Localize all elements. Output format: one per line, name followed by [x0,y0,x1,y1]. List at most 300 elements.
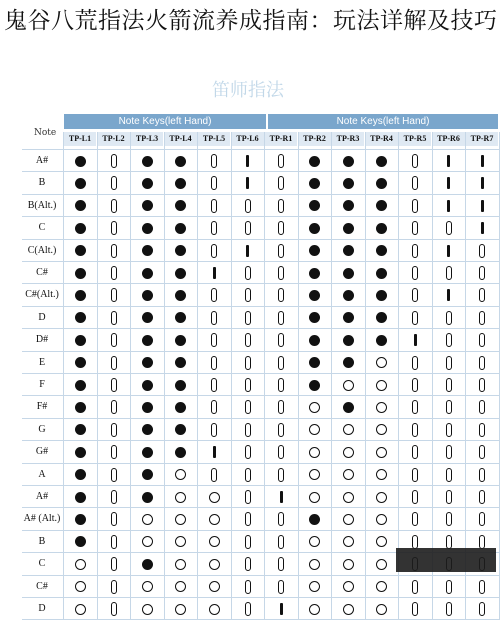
closed-hole-icon [309,156,320,167]
half-key-icon [412,288,418,302]
note-label: A [38,468,46,480]
fingering-cell [332,486,364,508]
fingering-cell [98,150,130,172]
note-label: D [38,603,46,614]
watermark-text: 笛师指法 [212,80,284,101]
fingering-cell [399,240,431,262]
fingering-cell [399,508,431,530]
fingering-cell [198,598,230,620]
half-key-icon [111,378,117,392]
open-hole-icon [175,604,186,615]
half-key-icon [245,445,251,459]
fingering-cell [98,598,130,620]
fingering-cell [433,441,465,463]
half-key-icon [111,400,117,414]
note-label: C# [36,267,48,278]
open-hole-icon [376,469,387,480]
half-key-icon [245,512,251,526]
fingering-cell [131,598,163,620]
fingering-cell [165,553,197,575]
closed-hole-icon [175,402,186,413]
fingering-cell [198,307,230,329]
fingering-cell [399,396,431,418]
half-key-icon [412,535,418,549]
half-key-icon [245,378,251,392]
fingering-cell [466,195,498,217]
fingering-cell [198,195,230,217]
fingering-cell [64,217,96,239]
pressed-bar-icon [447,177,450,189]
open-hole-icon [343,559,354,570]
fingering-cell [265,531,297,553]
fingering-cell [232,598,264,620]
fingering-cell [466,464,498,486]
closed-hole-icon [175,245,186,256]
fingering-cell [265,508,297,530]
half-key-icon [412,244,418,258]
half-key-icon [446,311,452,325]
fingering-cell [165,531,197,553]
fingering-cell [366,419,398,441]
closed-hole-icon [343,402,354,413]
closed-hole-icon [175,156,186,167]
fingering-cell [265,262,297,284]
closed-hole-icon [75,223,86,234]
open-hole-icon [309,469,320,480]
closed-hole-icon [175,223,186,234]
half-key-icon [446,266,452,280]
column-header-tp-l4: TP-L4 [165,132,197,146]
half-key-icon [278,221,284,235]
half-key-icon [446,221,452,235]
fingering-cell [131,419,163,441]
closed-hole-icon [75,200,86,211]
open-hole-icon [209,514,220,525]
fingering-cell [232,508,264,530]
fingering-cell [466,576,498,598]
fingering-cell [433,329,465,351]
fingering-cell [64,598,96,620]
half-key-icon [479,244,485,258]
fingering-cell [131,284,163,306]
fingering-cell [165,195,197,217]
closed-hole-icon [309,335,320,346]
note-label: E [38,356,46,368]
closed-hole-icon [142,447,153,458]
half-key-icon [211,199,217,213]
closed-hole-icon [175,200,186,211]
fingering-cell [366,329,398,351]
fingering-cell [131,195,163,217]
fingering-cell [198,576,230,598]
fingering-cell [131,441,163,463]
open-hole-icon [343,447,354,458]
closed-hole-icon [142,492,153,503]
open-hole-icon [343,380,354,391]
fingering-cell [232,262,264,284]
closed-hole-icon [309,245,320,256]
fingering-cell [399,150,431,172]
fingering-cell [433,598,465,620]
closed-hole-icon [142,469,153,480]
fingering-cell [64,396,96,418]
fingering-cell [299,352,331,374]
fingering-cell [232,150,264,172]
closed-hole-icon [142,335,153,346]
half-key-icon [245,557,251,571]
half-key-icon [278,176,284,190]
fingering-cell [265,486,297,508]
fingering-cell [299,284,331,306]
fingering-cell [64,195,96,217]
note-label: F [39,379,45,390]
pressed-bar-icon [447,289,450,301]
fingering-cell [332,172,364,194]
fingering-cell [232,464,264,486]
half-key-icon [278,580,284,594]
half-key-icon [111,468,117,482]
closed-hole-icon [175,380,186,391]
half-key-icon [245,311,251,325]
closed-hole-icon [309,514,320,525]
fingering-cell [131,553,163,575]
half-key-icon [479,468,485,482]
fingering-cell [165,374,197,396]
fingering-cell [332,396,364,418]
closed-hole-icon [309,380,320,391]
fingering-cell [299,508,331,530]
pressed-bar-icon [246,155,249,167]
column-header-tp-r2: TP-R2 [299,132,331,146]
half-key-icon [412,490,418,504]
fingering-cell [232,240,264,262]
open-hole-icon [343,514,354,525]
fingering-cell [332,464,364,486]
half-key-icon [211,333,217,347]
half-key-icon [111,266,117,280]
closed-hole-icon [142,357,153,368]
fingering-cell [299,329,331,351]
closed-hole-icon [75,245,86,256]
half-key-icon [446,512,452,526]
half-key-icon [446,602,452,616]
closed-hole-icon [175,335,186,346]
fingering-cell [64,374,96,396]
closed-hole-icon [142,312,153,323]
fingering-cell [198,508,230,530]
fingering-cell [399,329,431,351]
half-key-icon [111,221,117,235]
fingering-cell [265,307,297,329]
fingering-cell [332,598,364,620]
half-key-icon [412,445,418,459]
fingering-cell [131,217,163,239]
half-key-icon [278,288,284,302]
half-key-icon [245,266,251,280]
fingering-cell [98,553,130,575]
pressed-bar-icon [447,200,450,212]
fingering-cell [399,374,431,396]
fingering-cell [433,195,465,217]
half-key-icon [412,356,418,370]
column-header-tp-l5: TP-L5 [198,132,230,146]
note-label: C#(Alt.) [25,289,59,301]
half-key-icon [111,311,117,325]
fingering-cell [399,284,431,306]
closed-hole-icon [376,178,387,189]
note-label: C [38,222,46,234]
fingering-cell [232,576,264,598]
note-label: A# [35,491,49,502]
fingering-cell [399,576,431,598]
pressed-bar-icon [447,155,450,167]
fingering-cell [433,172,465,194]
closed-hole-icon [75,312,86,323]
closed-hole-icon [343,312,354,323]
open-hole-icon [343,581,354,592]
pressed-bar-icon [481,222,484,234]
fingering-cell [198,284,230,306]
fingering-cell [366,486,398,508]
closed-hole-icon [309,312,320,323]
fingering-cell [98,396,130,418]
closed-hole-icon [142,245,153,256]
fingering-cell [399,598,431,620]
half-key-icon [278,244,284,258]
open-hole-icon [376,581,387,592]
fingering-cell [366,240,398,262]
fingering-cell [98,419,130,441]
fingering-chart [12,56,494,614]
fingering-cell [265,441,297,463]
fingering-cell [433,464,465,486]
half-key-icon [111,176,117,190]
fingering-cell [198,172,230,194]
open-hole-icon [309,447,320,458]
half-key-icon [111,490,117,504]
fingering-cell [165,352,197,374]
closed-hole-icon [376,290,387,301]
half-key-icon [278,333,284,347]
fingering-cell [399,217,431,239]
half-key-icon [446,378,452,392]
open-hole-icon [209,536,220,547]
fingering-cell [466,374,498,396]
fingering-cell [366,217,398,239]
fingering-cell [131,352,163,374]
open-hole-icon [309,536,320,547]
fingering-cell [232,172,264,194]
fingering-cell [198,150,230,172]
pressed-bar-icon [280,603,283,615]
closed-hole-icon [75,357,86,368]
fingering-cell [165,576,197,598]
half-key-icon [412,176,418,190]
fingering-cell [332,262,364,284]
half-key-icon [245,221,251,235]
open-hole-icon [343,536,354,547]
closed-hole-icon [376,245,387,256]
half-key-icon [479,400,485,414]
closed-hole-icon [376,335,387,346]
closed-hole-icon [75,536,86,547]
fingering-cell [131,307,163,329]
half-key-icon [412,199,418,213]
half-key-icon [211,244,217,258]
half-key-icon [245,602,251,616]
half-key-icon [412,266,418,280]
fingering-cell [198,531,230,553]
open-hole-icon [309,559,320,570]
note-label: F# [36,401,48,413]
closed-hole-icon [376,223,387,234]
fingering-cell [98,464,130,486]
closed-hole-icon [75,290,86,301]
fingering-cell [265,576,297,598]
fingering-cell [332,508,364,530]
fingering-cell [466,284,498,306]
fingering-cell [332,531,364,553]
fingering-cell [433,307,465,329]
fingering-cell [299,441,331,463]
fingering-cell [265,352,297,374]
fingering-cell [64,240,96,262]
pressed-bar-icon [414,334,417,346]
half-key-icon [479,266,485,280]
half-key-icon [412,400,418,414]
fingering-cell [299,486,331,508]
fingering-cell [366,464,398,486]
half-key-icon [278,445,284,459]
fingering-cell [98,441,130,463]
fingering-cell [232,374,264,396]
fingering-cell [366,150,398,172]
fingering-cell [299,374,331,396]
fingering-cell [399,172,431,194]
fingering-cell [265,172,297,194]
closed-hole-icon [343,357,354,368]
fingering-cell [366,195,398,217]
fingering-cell [232,284,264,306]
fingering-cell [433,396,465,418]
fingering-cell [466,172,498,194]
fingering-cell [299,217,331,239]
closed-hole-icon [376,268,387,279]
fingering-cell [332,576,364,598]
open-hole-icon [343,424,354,435]
closed-hole-icon [75,447,86,458]
fingering-cell [366,531,398,553]
fingering-cell [64,464,96,486]
half-key-icon [412,311,418,325]
half-key-icon [245,580,251,594]
note-label: G [38,423,46,435]
closed-hole-icon [175,424,186,435]
fingering-cell [64,284,96,306]
half-key-icon [278,378,284,392]
fingering-cell [198,486,230,508]
half-key-icon [278,400,284,414]
fingering-cell [299,195,331,217]
half-key-icon [479,602,485,616]
open-hole-icon [209,559,220,570]
fingering-cell [433,262,465,284]
half-key-icon [111,356,117,370]
half-key-icon [479,535,485,549]
half-key-icon [412,602,418,616]
corner-logo-badge [396,548,496,572]
note-label: A# (Alt.) [23,513,61,525]
closed-hole-icon [75,402,86,413]
fingering-cell [198,352,230,374]
note-label: B [38,177,46,189]
fingering-cell [299,240,331,262]
fingering-cell [433,419,465,441]
open-hole-icon [175,492,186,503]
fingering-cell [98,374,130,396]
open-hole-icon [309,581,320,592]
fingering-cell [198,217,230,239]
closed-hole-icon [142,424,153,435]
half-key-icon [111,154,117,168]
closed-hole-icon [142,156,153,167]
closed-hole-icon [75,492,86,503]
open-hole-icon [175,514,186,525]
column-header-tp-l1: TP-L1 [64,132,96,146]
fingering-cell [332,329,364,351]
half-key-icon [111,580,117,594]
note-label: B(Alt.) [27,199,57,211]
closed-hole-icon [142,402,153,413]
half-key-icon [211,154,217,168]
closed-hole-icon [75,424,86,435]
fingering-cell [433,508,465,530]
fingering-cell [131,374,163,396]
closed-hole-icon [309,200,320,211]
column-header-tp-l2: TP-L2 [98,132,130,146]
fingering-cell [64,441,96,463]
fingering-cell [131,464,163,486]
fingering-cell [232,419,264,441]
open-hole-icon [209,581,220,592]
closed-hole-icon [75,156,86,167]
half-key-icon [111,199,117,213]
fingering-cell [399,307,431,329]
open-hole-icon [376,380,387,391]
half-key-icon [446,490,452,504]
open-hole-icon [209,604,220,615]
half-key-icon [278,535,284,549]
half-key-icon [479,378,485,392]
fingering-cell [366,374,398,396]
half-key-icon [111,535,117,549]
fingering-cell [332,217,364,239]
half-key-icon [245,535,251,549]
half-key-icon [412,423,418,437]
fingering-cell [198,441,230,463]
fingering-cell [399,464,431,486]
fingering-cell [198,553,230,575]
fingering-cell [299,419,331,441]
closed-hole-icon [142,223,153,234]
fingering-cell [64,329,96,351]
closed-hole-icon [75,380,86,391]
closed-hole-icon [309,178,320,189]
open-hole-icon [142,581,153,592]
half-key-icon [245,288,251,302]
fingering-cell [131,531,163,553]
open-hole-icon [175,536,186,547]
